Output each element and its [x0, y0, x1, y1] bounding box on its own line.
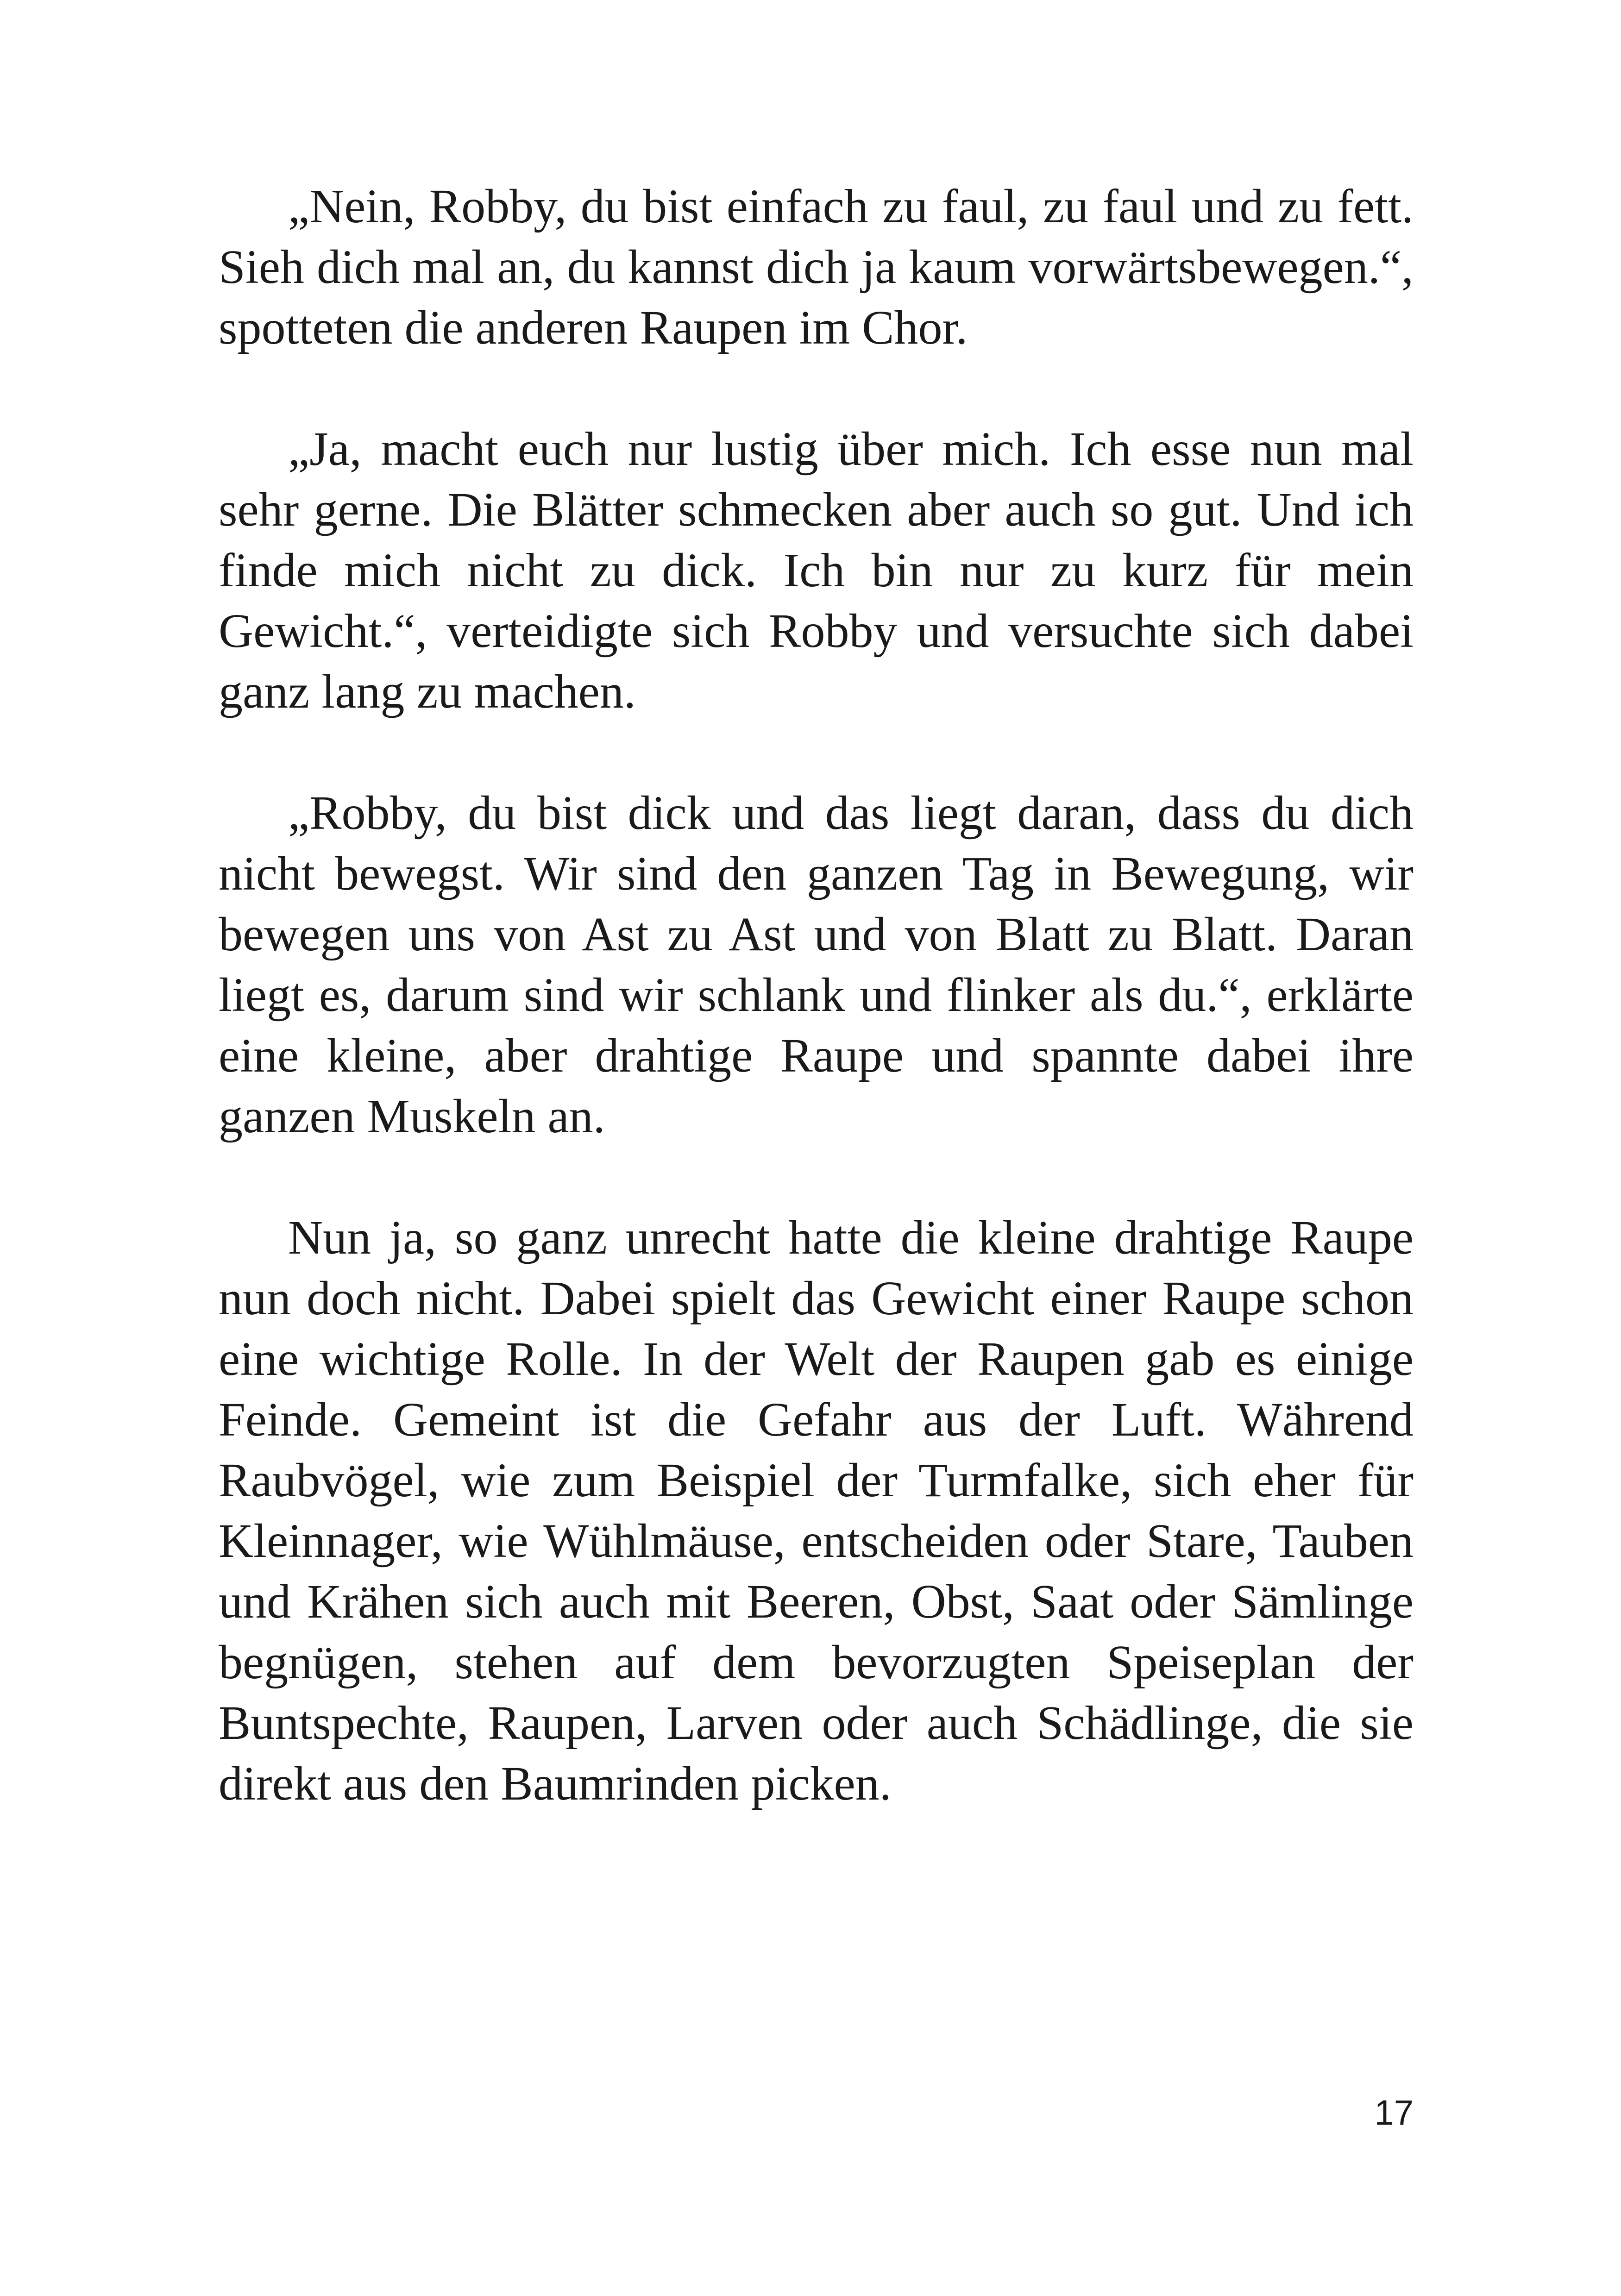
body-text: [219, 176, 1414, 1814]
paragraph-2: „Ja, macht euch nur lustig über mich. Ich esse nun mal sehr gerne. Die Blätter schmecken aber auch so gut. Und ich finde mich nicht zu dick. Ich bin nur zu kurz für mein Gewicht.“, verteidigte sich Robby und versuchte sich dabei ganz lang zu machen.: [219, 422, 1414, 718]
paragraph-3: „Robby, du bist dick und das liegt daran, dass du dich nicht bewegst. Wir sind den ganzen Tag in Bewegung, wir bewegen uns von Ast zu Ast und von Blatt zu Blatt. Daran liegt es, darum sind wir schlank und flinker als du.“, erklärte eine kleine, aber drahtige Raupe und spannte dabei ihre ganzen Muskeln an.: [219, 786, 1414, 1143]
paragraph-4: Nun ja, so ganz unrecht hatte die kleine drahtige Raupe nun doch nicht. Dabei spielt das Gewicht einer Raupe schon eine wichtige Rolle. In der Welt der Raupen gab es einige Feinde. Gemeint ist die Gefahr aus der Luft. Während Raubvögel, wie zum Beispiel der Turmfalke, sich eher für Kleinnager, wie Wühlmäuse, entscheiden oder Stare, Tauben und Krähen sich auch mit Beeren, Obst, Saat oder Sämlinge begnügen, stehen auf dem bevorzugten Speiseplan der Buntspechte, Raupen, Larven oder auch Schädlinge, die sie direkt aus den Baumrinden picken.: [219, 1211, 1414, 1810]
paragraph-1: „Nein, Robby, du bist einfach zu faul, zu faul und zu fett. Sieh dich mal an, du kannst dich ja kaum vorwärtsbewegen.“, spotteten die anderen Raupen im Chor.: [219, 180, 1414, 354]
page-number: 17: [1374, 2093, 1414, 2133]
